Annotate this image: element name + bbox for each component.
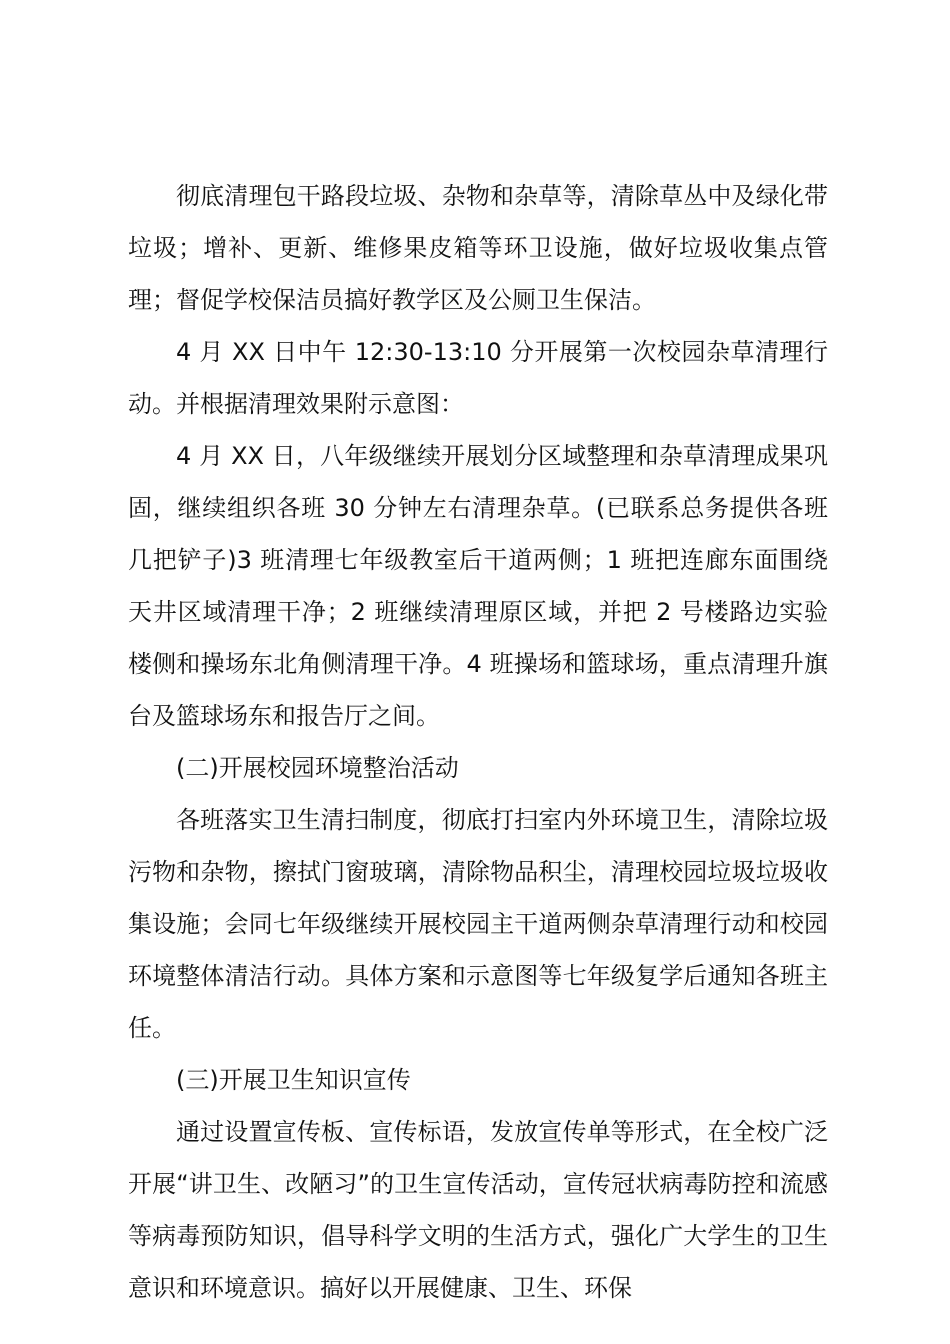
section-heading-publicity: (三)开展卫生知识宣传 xyxy=(176,1066,411,1094)
paragraph-grade8-weeding: 4 月 XX 日，八年级继续开展划分区域整理和杂草清理成果巩固，继续组织各班 30 分钟左右清理杂草。(已联系总务提供各班几把铲子)3 班清理七年级教室后干道两侧；1 班把连廊东面围绕天井区域清理干净；2 班继续清理原区域，并把 2 号楼路边实验楼侧和操场东北角侧清理干净。4 班操场和篮球场，重点清理升旗台及篮球场东和报告厅之间。 xyxy=(128,442,828,730)
paragraph-publicity: 通过设置宣传板、宣传标语，发放宣传单等形式，在全校广泛开展“讲卫生、改陋习”的卫生宣传活动，宣传冠状病毒防控和流感等病毒预防知识，倡导科学文明的生活方式，强化广大学生的卫生意识和环境意识。搞好以开展健康、卫生、环保 xyxy=(128,1118,828,1302)
paragraph-environment-campaign: 各班落实卫生清扫制度，彻底打扫室内外环境卫生，清除垃圾污物和杂物，擦拭门窗玻璃，清除物品积尘，清理校园垃圾垃圾收集设施；会同七年级继续开展校园主干道两侧杂草清理行动和校园环境整体清洁行动。具体方案和示意图等七年级复学后通知各班主任。 xyxy=(128,806,828,1042)
paragraph-cleanup-duties: 彻底清理包干路段垃圾、杂物和杂草等，清除草丛中及绿化带垃圾；增补、更新、维修果皮箱等环卫设施，做好垃圾收集点管理；督促学校保洁员搞好教学区及公厕卫生保洁。 xyxy=(128,182,828,314)
paragraph-first-weeding: 4 月 XX 日中午 12:30-13:10 分开展第一次校园杂草清理行动。并根据清理效果附示意图： xyxy=(128,338,828,418)
section-heading-environment: (二)开展校园环境整治活动 xyxy=(176,754,459,782)
document-body xyxy=(128,170,828,1314)
